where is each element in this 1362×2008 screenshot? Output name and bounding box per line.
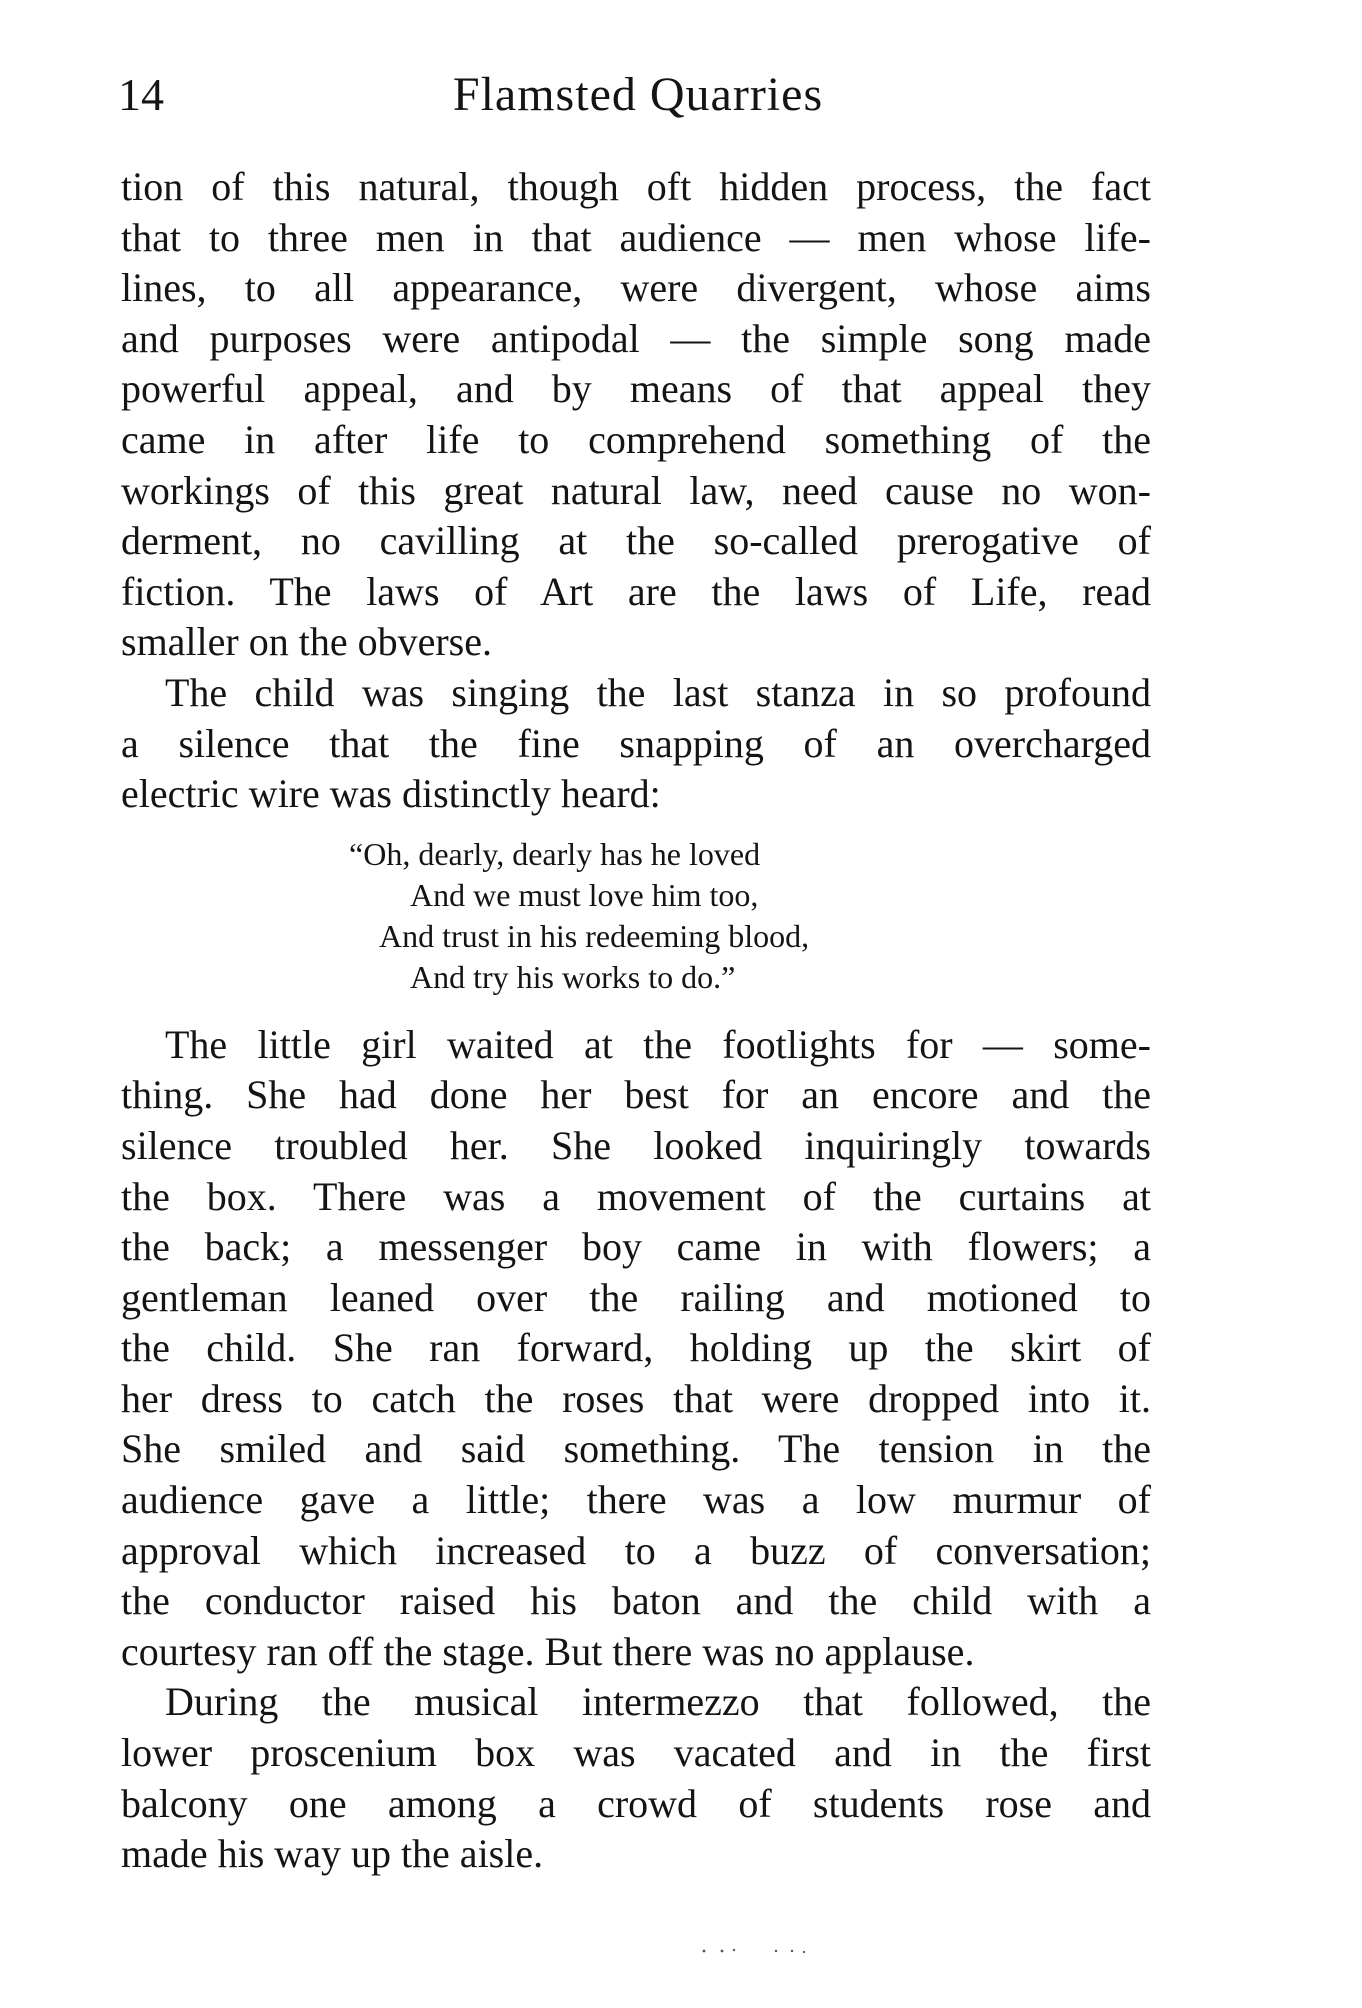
text-line: electric wire was distinctly heard: [121, 771, 661, 817]
page-number: 14 [118, 69, 164, 120]
text-line: balcony one among a crowd of students rose and [121, 1780, 1151, 1826]
text-line: During the musical intermezzo that followed, the [165, 1679, 1151, 1725]
text-line: her dress to catch the roses that were dropped into it. [121, 1375, 1151, 1421]
text-line: gentleman leaned over the railing and motioned to [121, 1274, 1151, 1320]
text-line: and purposes were antipodal — the simple song made [121, 315, 1151, 361]
text-line: came in after life to comprehend something of the [121, 416, 1151, 462]
running-title: Flamsted Quarries [452, 68, 824, 121]
text-line: fiction. The laws of Art are the laws of Life, read [121, 568, 1151, 614]
paragraph-4 [121, 1677, 1151, 1879]
verse-line: And try his works to do.” [410, 958, 736, 995]
text-line: thing. She had done her best for an encore and the [121, 1072, 1151, 1118]
text-line: audience gave a little; there was a low murmur of [121, 1477, 1151, 1523]
paragraph-1 [121, 162, 1151, 668]
text-line: the conductor raised his baton and the child with a [121, 1578, 1151, 1624]
text-line: the child. She ran forward, holding up the skirt of [121, 1325, 1151, 1371]
text-line: The little girl waited at the footlights for — some- [165, 1021, 1151, 1067]
text-line: that to three men in that audience — men whose life- [121, 214, 1151, 260]
text-line: the box. There was a movement of the curtains at [121, 1173, 1151, 1219]
text-line: the back; a messenger boy came in with flowers; a [121, 1224, 1151, 1270]
print-specks [700, 1948, 840, 1954]
verse-line: And trust in his redeeming blood, [379, 917, 810, 954]
text-line: lines, to all appearance, were divergent, whose aims [121, 265, 1151, 311]
paragraph-3 [121, 1020, 1151, 1678]
verse-line: “Oh, dearly, dearly has he loved [349, 835, 761, 872]
body-text [121, 162, 1151, 1880]
text-line: The child was singing the last stanza in so profound [165, 669, 1151, 715]
text-line: tion of this natural, though oft hidden process, the fact [121, 164, 1151, 209]
text-line: She smiled and said something. The tension in the [121, 1426, 1151, 1472]
text-line: smaller on the obverse. [121, 619, 492, 665]
text-line: a silence that the fine snapping of an overcharged [121, 720, 1151, 766]
text-line: approval which increased to a buzz of conversation; [121, 1527, 1151, 1573]
page-header [118, 60, 1158, 130]
text-line: courtesy ran off the stage. But there was no applause. [121, 1628, 975, 1674]
paragraph-2 [121, 668, 1151, 820]
text-line: lower proscenium box was vacated and in the first [121, 1730, 1151, 1776]
text-line: workings of this great natural law, need cause no won- [121, 467, 1151, 513]
text-line: silence troubled her. She looked inquiringly towards [121, 1122, 1151, 1168]
text-line: powerful appeal, and by means of that appeal they [121, 366, 1151, 412]
verse-line: And we must love him too, [410, 876, 759, 913]
hymn-verse [121, 834, 1151, 998]
text-line: made his way up the aisle. [121, 1831, 544, 1877]
text-line: derment, no cavilling at the so-called prerogative of [121, 518, 1151, 564]
